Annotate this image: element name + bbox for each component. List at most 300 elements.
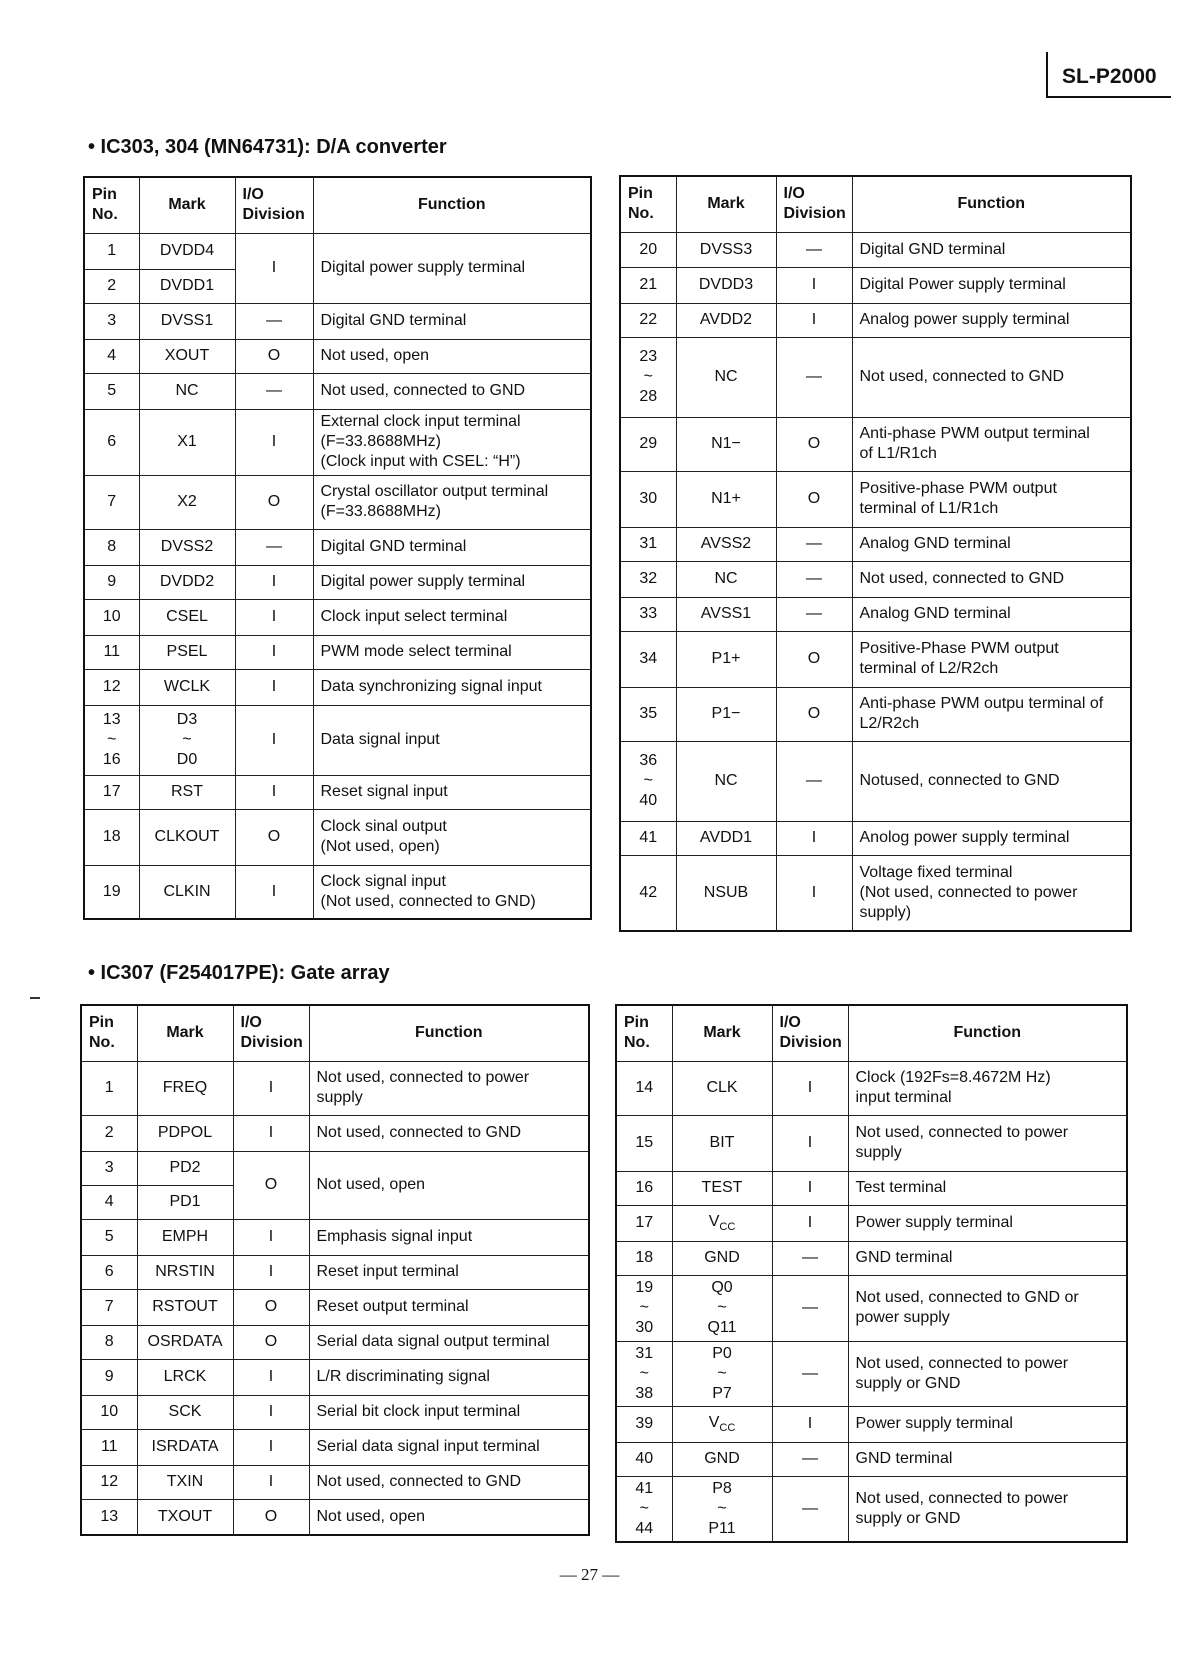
table-row [620,232,1131,267]
pin-mark: DVSS1 [139,303,235,339]
mark-range-start: P8 [712,1479,732,1497]
pin-mark: SCK [137,1395,233,1429]
mark-range-end: Q11 [707,1319,737,1336]
function-description: Not used, open [309,1499,589,1535]
pin-range-start: 13 [102,711,121,728]
io-division: I [233,1359,309,1395]
pin-range-start: 36 [639,752,658,769]
pin-mark: AVDD1 [676,821,776,855]
pin-mark: DVSS3 [676,232,776,267]
col-header-mark: Mark [672,1005,772,1061]
pin-number: 40 [616,1442,672,1476]
io-division: I [235,705,313,775]
function-description: Serial data signal input terminal [309,1429,589,1465]
range-tilde: ~ [182,731,192,748]
function-description: Digital power supply terminal [313,233,591,303]
function-description: Reset signal input [313,775,591,809]
table-row [620,471,1131,527]
function-description: Serial bit clock input terminal [309,1395,589,1429]
pin-number: 9 [81,1359,137,1395]
pin-mark: BIT [672,1115,772,1171]
pin-number: 41 [620,821,676,855]
mark-range-start: Q0 [711,1279,733,1296]
range-tilde: ~ [639,1499,649,1517]
pin-range-start: 23 [639,348,658,365]
pin-number: 6 [84,409,139,475]
io-division: — [772,1442,848,1476]
range-tilde: ~ [717,1499,727,1517]
function-description: Test terminal [848,1171,1127,1205]
io-division: I [772,1205,848,1241]
pin-mark [672,1341,772,1406]
pin-number: 1 [81,1061,137,1115]
pin-table-ic307-part2 [615,1004,1128,1543]
io-division: I [233,1115,309,1151]
pin-mark: CLKIN [139,865,235,919]
range-tilde: ~ [643,368,653,385]
io-division: I [772,1061,848,1115]
pin-mark: AVDD2 [676,303,776,337]
function-description: Anolog power supply terminal [852,821,1131,855]
table-row [84,669,591,705]
function-description: Clock (192Fs=8.4672M Hz) input terminal [848,1061,1127,1115]
function-description: Analog GND terminal [852,527,1131,561]
function-description: Notused, connected to GND [852,741,1131,821]
table-row [620,741,1131,821]
function-description: Not used, connected to GND [309,1465,589,1499]
pin-mark: GND [672,1241,772,1275]
io-division: I [772,1115,848,1171]
function-description: Power supply terminal [848,1406,1127,1442]
function-description: Digital GND terminal [852,232,1131,267]
mark-main: V [708,1212,720,1230]
pin-mark: CLKOUT [139,809,235,865]
table-row [81,1325,589,1359]
col-header-mark: Mark [139,177,235,233]
io-division: — [776,232,852,267]
function-description: GND terminal [848,1442,1127,1476]
function-description: Reset input terminal [309,1255,589,1289]
pin-mark: ISRDATA [137,1429,233,1465]
table-row [616,1476,1127,1542]
mark-range-end: P11 [708,1519,736,1537]
table-row [84,339,591,373]
io-division: — [235,373,313,409]
pin-range-end: 38 [635,1384,654,1402]
io-division: — [772,1476,848,1542]
io-division: I [776,267,852,303]
table-row [81,1359,589,1395]
pin-range-end: 44 [635,1519,654,1537]
col-header-io: I/O Division [233,1005,309,1061]
pin-mark: TEST [672,1171,772,1205]
function-description: Clock sinal output (Not used, open) [313,809,591,865]
io-division: — [772,1275,848,1341]
col-header-io: I/O Division [235,177,313,233]
pin-number: 31 [620,527,676,561]
io-division: — [776,337,852,417]
table-row [81,1219,589,1255]
function-description: Not used, connected to GND [852,337,1131,417]
pin-number: 34 [620,631,676,687]
col-header-function: Function [852,176,1131,232]
function-description: PWM mode select terminal [313,635,591,669]
mark-subscript: CC [719,1221,736,1234]
col-header-io: I/O Division [776,176,852,232]
function-description: Digital GND terminal [313,303,591,339]
io-division: I [235,599,313,635]
pin-mark: PD2 [137,1151,233,1185]
pin-mark: WCLK [139,669,235,705]
pin-mark: PSEL [139,635,235,669]
table-row [84,475,591,529]
range-tilde: ~ [639,1364,649,1382]
pin-number: 8 [84,529,139,565]
pin-mark: N1− [676,417,776,471]
pin-number [620,741,676,821]
table-row [616,1171,1127,1205]
table-header-row [616,1005,1127,1061]
io-division: O [776,687,852,741]
function-description: Not used, connected to GND [309,1115,589,1151]
function-description: Analog power supply terminal [852,303,1131,337]
pin-number: 32 [620,561,676,597]
table-row [81,1395,589,1429]
function-description: Crystal oscillator output terminal (F=33.8688MHz) [313,475,591,529]
col-header-function: Function [309,1005,589,1061]
table-row [84,705,591,775]
pin-number: 16 [616,1171,672,1205]
pin-number: 19 [84,865,139,919]
table-row [84,865,591,919]
mark-range-end: D0 [176,751,198,768]
pin-number: 33 [620,597,676,631]
col-header-mark: Mark [676,176,776,232]
table-header-row [84,177,591,233]
pin-mark: NSUB [676,855,776,931]
pin-number: 35 [620,687,676,741]
pin-number: 5 [84,373,139,409]
io-division: — [776,741,852,821]
io-division: O [776,417,852,471]
col-header-mark: Mark [137,1005,233,1061]
table-row [620,631,1131,687]
function-description: Not used, open [309,1151,589,1219]
pin-number: 20 [620,232,676,267]
range-tilde: ~ [717,1299,727,1316]
pin-mark: P1− [676,687,776,741]
pin-number: 7 [81,1289,137,1325]
io-division: I [233,1429,309,1465]
pin-mark: NC [676,561,776,597]
table-row [620,687,1131,741]
io-division: O [233,1289,309,1325]
pin-table-ic307-part1 [80,1004,590,1536]
pin-number: 5 [81,1219,137,1255]
pin-number: 2 [81,1115,137,1151]
function-description: Not used, connected to power supply or GND [848,1476,1127,1542]
pin-mark: DVDD4 [139,233,235,269]
table-header-row [620,176,1131,232]
pin-mark: XOUT [139,339,235,373]
function-description: Anti-phase PWM outpu terminal of L2/R2ch [852,687,1131,741]
table-row [616,1341,1127,1406]
function-description: Digital Power supply terminal [852,267,1131,303]
pin-number: 3 [84,303,139,339]
pin-mark: PDPOL [137,1115,233,1151]
section-title-gate-array: • IC307 (F254017PE): Gate array [88,962,390,984]
pin-table-ic303-part2 [619,175,1132,932]
pin-number: 15 [616,1115,672,1171]
pin-number: 12 [81,1465,137,1499]
pin-mark: DVDD3 [676,267,776,303]
section-title-dac: • IC303, 304 (MN64731): D/A converter [88,136,447,158]
pin-number: 10 [84,599,139,635]
pin-range-start: 19 [635,1279,654,1296]
pin-mark: PD1 [137,1185,233,1219]
table-row [81,1061,589,1115]
io-division: — [235,529,313,565]
table-row [84,775,591,809]
margin-mark [30,997,40,999]
pin-number: 11 [84,635,139,669]
pin-number: 12 [84,669,139,705]
io-division: — [776,561,852,597]
function-description: Power supply terminal [848,1205,1127,1241]
pin-number: 7 [84,475,139,529]
pin-range-end: 40 [639,792,658,809]
table-row [84,565,591,599]
table-row [616,1241,1127,1275]
pin-range-start: 31 [635,1344,654,1362]
pin-number [616,1275,672,1341]
mark-subscript: CC [719,1422,736,1435]
io-division: O [235,475,313,529]
table-row [84,599,591,635]
range-tilde: ~ [639,1299,649,1316]
table-header-row [81,1005,589,1061]
table-row [84,233,591,269]
table-row [620,597,1131,631]
io-division: I [233,1255,309,1289]
function-description: Not used, open [313,339,591,373]
table-row [616,1442,1127,1476]
function-description: Not used, connected to power supply or GND [848,1341,1127,1406]
pin-number: 4 [84,339,139,373]
col-header-io: I/O Division [772,1005,848,1061]
pin-mark: X2 [139,475,235,529]
table-row [620,527,1131,561]
range-tilde: ~ [643,772,653,789]
mark-range-end: P7 [712,1384,732,1402]
io-division: I [235,669,313,705]
function-description: GND terminal [848,1241,1127,1275]
table-row [84,409,591,475]
mark-main: V [708,1413,720,1431]
io-division: — [772,1241,848,1275]
col-header-pin: Pin No. [84,177,139,233]
function-description: External clock input terminal (F=33.8688MHz) (Clock input with CSEL: “H”) [313,409,591,475]
io-division: O [233,1325,309,1359]
io-division: I [235,233,313,303]
table-row [620,303,1131,337]
pin-number: 11 [81,1429,137,1465]
pin-mark: DVSS2 [139,529,235,565]
pin-number: 17 [84,775,139,809]
function-description: Not used, connected to power supply [848,1115,1127,1171]
table-row [620,855,1131,931]
function-description: Reset output terminal [309,1289,589,1325]
table-row [620,561,1131,597]
pin-number: 18 [84,809,139,865]
function-description: Serial data signal output terminal [309,1325,589,1359]
pin-mark: TXIN [137,1465,233,1499]
table-row [84,809,591,865]
pin-mark: NRSTIN [137,1255,233,1289]
table-row [81,1115,589,1151]
table-row [84,529,591,565]
function-description: Positive-Phase PWM output terminal of L2/R2ch [852,631,1131,687]
pin-mark: N1+ [676,471,776,527]
pin-number: 22 [620,303,676,337]
pin-number: 42 [620,855,676,931]
pin-number [84,705,139,775]
io-division: — [776,597,852,631]
table-row [81,1499,589,1535]
function-description: Digital power supply terminal [313,565,591,599]
pin-mark: CLK [672,1061,772,1115]
function-description: Not used, connected to GND or power supply [848,1275,1127,1341]
pin-range-end: 16 [102,751,121,768]
function-description: Analog GND terminal [852,597,1131,631]
io-division: I [235,775,313,809]
pin-range-start: 41 [635,1479,654,1497]
pin-mark: P1+ [676,631,776,687]
pin-number: 1 [84,233,139,269]
pin-number: 14 [616,1061,672,1115]
table-row [616,1406,1127,1442]
table-row [81,1429,589,1465]
col-header-function: Function [848,1005,1127,1061]
table-row [616,1205,1127,1241]
io-division: O [776,631,852,687]
pin-mark: NC [676,337,776,417]
io-division: — [772,1341,848,1406]
pin-mark: GND [672,1442,772,1476]
pin-number: 2 [84,269,139,303]
io-division: — [776,527,852,561]
pin-number: 3 [81,1151,137,1185]
col-header-function: Function [313,177,591,233]
pin-mark: DVDD2 [139,565,235,599]
pin-number: 21 [620,267,676,303]
io-division: I [233,1219,309,1255]
pin-mark: NC [139,373,235,409]
pin-mark: X1 [139,409,235,475]
table-row [84,635,591,669]
pin-range-end: 28 [639,388,658,405]
table-row [620,821,1131,855]
table-row [81,1255,589,1289]
io-division: O [233,1499,309,1535]
pin-mark: OSRDATA [137,1325,233,1359]
io-division: O [235,809,313,865]
pin-mark [672,1205,772,1241]
pin-mark: EMPH [137,1219,233,1255]
function-description: Data synchronizing signal input [313,669,591,705]
model-number: SL-P2000 [1046,52,1171,98]
function-description: Digital GND terminal [313,529,591,565]
pin-mark [139,705,235,775]
pin-mark: LRCK [137,1359,233,1395]
function-description: Clock input select terminal [313,599,591,635]
io-division: I [235,565,313,599]
pin-number: 9 [84,565,139,599]
pin-mark: RST [139,775,235,809]
io-division: I [772,1171,848,1205]
mark-range-start: D3 [176,711,198,728]
io-division: I [235,409,313,475]
pin-mark [672,1476,772,1542]
col-header-pin: Pin No. [620,176,676,232]
io-division: I [233,1061,309,1115]
pin-number: 6 [81,1255,137,1289]
table-row [616,1275,1127,1341]
table-row [616,1115,1127,1171]
pin-range-end: 30 [635,1319,654,1336]
pin-mark [672,1406,772,1442]
table-row [620,417,1131,471]
pin-number: 8 [81,1325,137,1359]
io-division: O [776,471,852,527]
io-division: — [235,303,313,339]
pin-number [616,1476,672,1542]
table-row [81,1151,589,1185]
pin-number [616,1341,672,1406]
pin-mark: NC [676,741,776,821]
io-division: I [772,1406,848,1442]
table-row [616,1061,1127,1115]
pin-mark [672,1275,772,1341]
range-tilde: ~ [107,731,117,748]
io-division: I [235,635,313,669]
io-division: O [235,339,313,373]
function-description: Clock signal input (Not used, connected to GND) [313,865,591,919]
table-row [81,1289,589,1325]
table-row [84,303,591,339]
pin-mark: RSTOUT [137,1289,233,1325]
pin-number [620,337,676,417]
pin-number: 18 [616,1241,672,1275]
function-description: Emphasis signal input [309,1219,589,1255]
pin-number: 29 [620,417,676,471]
mark-range-start: P0 [712,1344,732,1362]
range-tilde: ~ [717,1364,727,1382]
pin-mark: AVSS2 [676,527,776,561]
function-description: Not used, connected to power supply [309,1061,589,1115]
page-number: — 27 — [559,1565,620,1584]
function-description: Voltage fixed terminal (Not used, connected to power supply) [852,855,1131,931]
pin-number: 39 [616,1406,672,1442]
function-description: Data signal input [313,705,591,775]
col-header-pin: Pin No. [616,1005,672,1061]
pin-mark: TXOUT [137,1499,233,1535]
pin-number: 4 [81,1185,137,1219]
table-row [84,373,591,409]
io-division: O [233,1151,309,1219]
io-division: I [233,1395,309,1429]
pin-table-ic303-part1 [83,176,592,920]
